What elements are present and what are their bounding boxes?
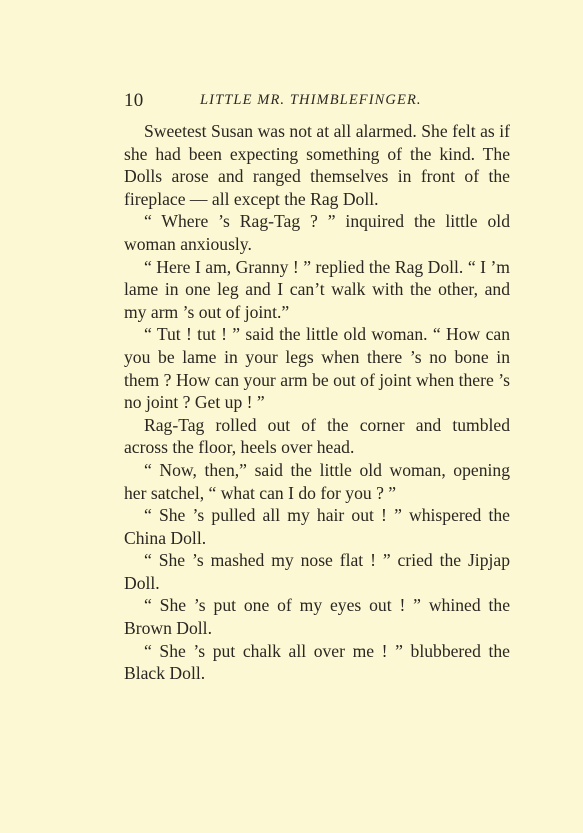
paragraph: “ Tut ! tut ! ” said the little old woman. “ How can you be lame in your legs when there ’s no bone in them ? How can your arm be out of joint when there ’s no joint ? Get up ! ”: [124, 324, 510, 413]
running-title: LITTLE MR. THIMBLEFINGER.: [200, 92, 422, 108]
paragraph: “ She ’s pulled all my hair out ! ” whispered the China Doll.: [124, 505, 510, 548]
paragraph: “ Now, then,” said the little old woman, opening her satchel, “ what can I do for you ? ”: [124, 459, 510, 503]
paragraph: “ She ’s put chalk all over me ! ” blubbered the Black Doll.: [124, 640, 510, 684]
paragraph: “ She ’s put one of my eyes out ! ” whined the Brown Doll.: [124, 595, 510, 639]
body-text: [124, 120, 510, 685]
paragraph: “ Here I am, Granny ! ” replied the Rag Doll. “ I ’m lame in one leg and I can’t walk with the other, and my arm ’s out of joint.”: [124, 256, 510, 322]
page-number: 10: [124, 90, 144, 111]
paragraph: Rag-Tag rolled out of the corner and tumbled across the floor, heels over head.: [124, 414, 510, 458]
paragraph: Sweetest Susan was not at all alarmed. She felt as if she had been expecting something of the kind. The Dolls arose and ranged themselves in front of the fireplace — all except the Rag Doll.: [124, 121, 510, 209]
page-header: [124, 90, 514, 114]
paragraph: “ Where ’s Rag-Tag ? ” inquired the little old woman anxiously.: [124, 211, 510, 254]
paragraph: “ She ’s mashed my nose flat ! ” cried the Jipjap Doll.: [124, 550, 510, 593]
